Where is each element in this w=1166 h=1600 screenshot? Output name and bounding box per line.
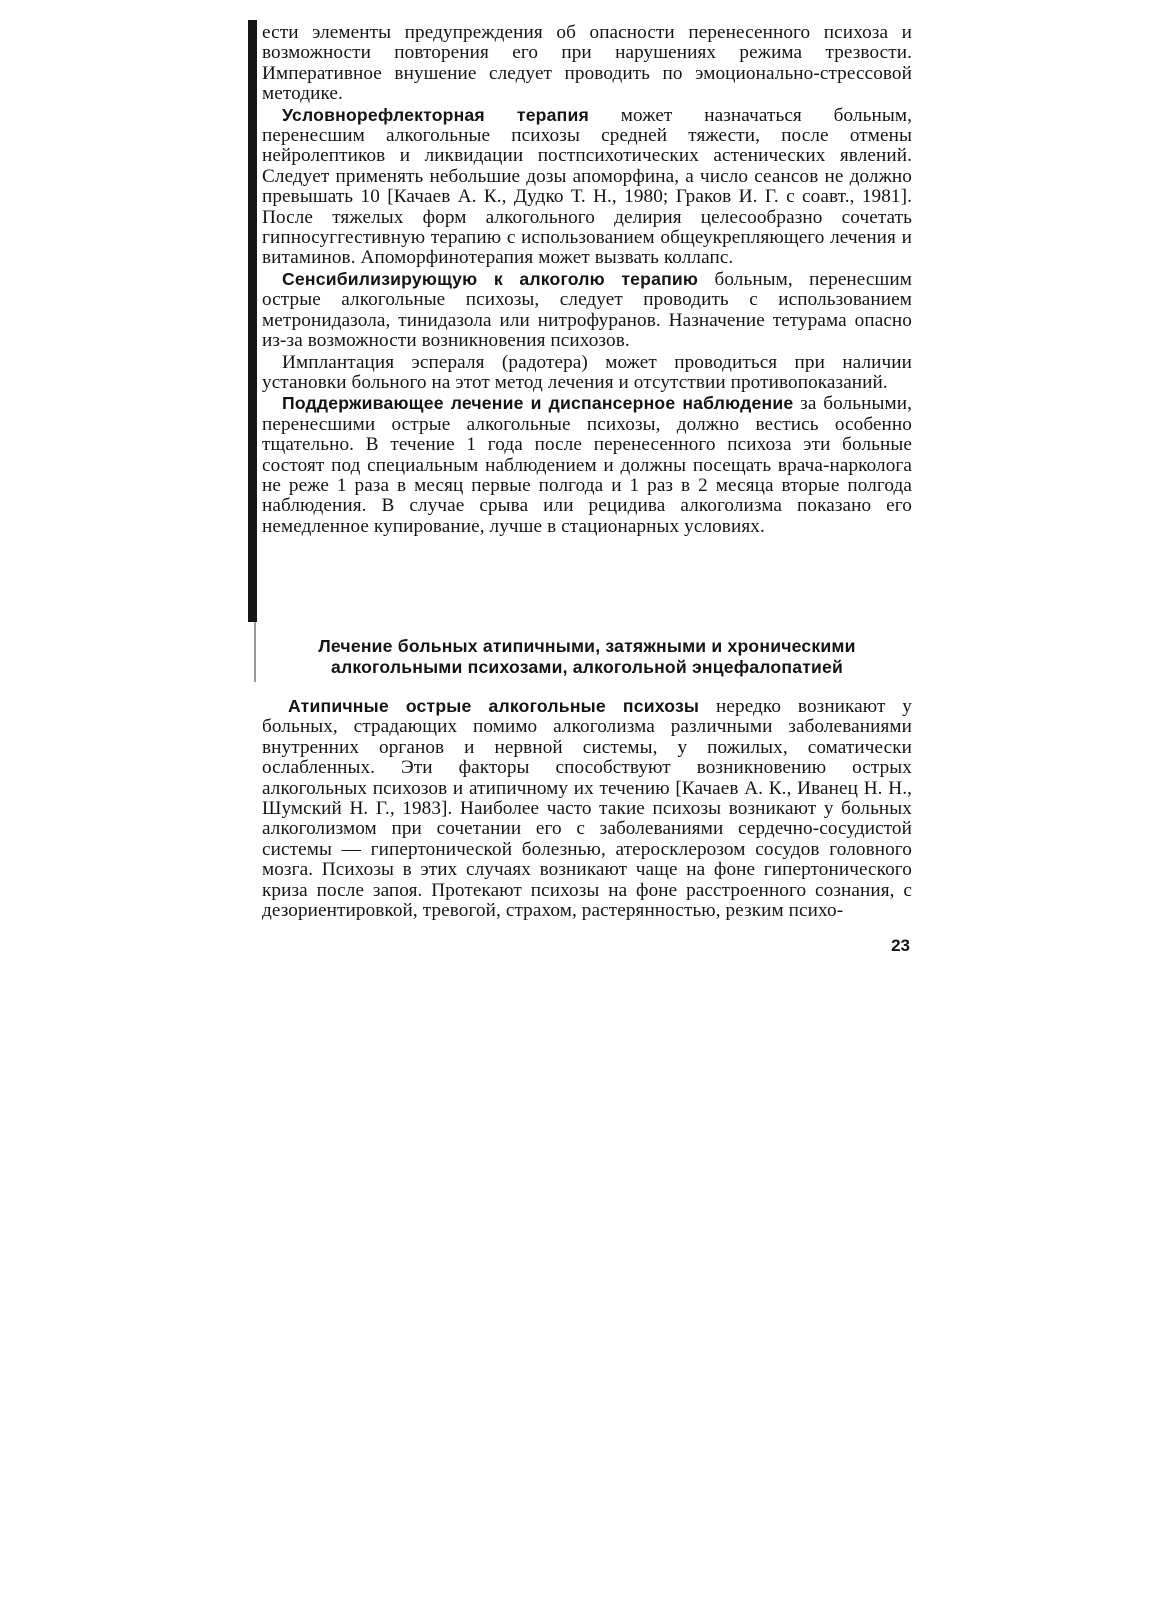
paragraph-5: [262, 393, 912, 537]
section-heading-line-2: алкогольными психозами, алкогольной энцефалопатией: [330, 656, 844, 677]
section-paragraph-lead: Атипичные острые алкогольные психозы: [288, 696, 700, 716]
section-heading: [262, 636, 912, 678]
section-paragraph-text: нередко возникают у больных, страдающих помимо алкоголизма различными заболеваниями внутренних органов и нервной системы, у пожилых, соматически ослабленных. Эти факторы способствуют возникновению острых алкогольных психозов и атипичному их течению [Качаев А. К., Иванец Н. Н., Шумский Н. Г., 1983]. Наиболее часто такие психозы возникают у больных алкоголизмом при сочетании его с заболеваниями сердечно-сосудистой системы — гипертонической болезнью, атеросклерозом сосудов головного мозга. Психозы в этих случаях возникают чаще на фоне гипертонического криза после запоя. Протекают психозы на фоне расстроенного сознания, с дезориентировкой, тревогой, страхом, растерянностью, резким психо-: [262, 696, 913, 922]
paragraph-2: [262, 105, 912, 269]
paragraph-4: [262, 352, 912, 394]
section-heading-line-1: Лечение больных атипичными, затяжными и хроническими: [318, 636, 856, 656]
paragraph-1-text: ести элементы предупреждения об опасности перенесенного психоза и возможности повторения его при нарушениях режима трезвости. Императивное внушение следует проводить по эмоционально-стрессовой методике.: [262, 22, 912, 105]
paragraph-5-lead: Поддерживающее лечение и диспансерное наблюдение: [282, 393, 794, 414]
text-column-lower: [262, 696, 912, 921]
text-column-upper: [262, 22, 912, 537]
paragraph-3-text: больным, перенесшим острые алкогольные психозы, следует проводить с использованием метронидазола, тинидазола или нитрофуранов. Назначение тетурама опасно из-за возможности возникновения психозов.: [262, 268, 912, 352]
paragraph-2-lead: Условнорефлекторная терапия: [282, 104, 589, 125]
page-binding-shadow-faint: [254, 622, 256, 682]
paragraph-1: [262, 22, 912, 105]
paragraph-5-text: за больными, перенесшими острые алкогольные психозы, должно вестись особенно тщательно. В течение 1 года после перенесенного психоза эти больные состоят под специальным наблюдением и должны посещать врача-нарколога не реже 1 раза в месяц первые полгода и 1 раз в 2 месяца вторые полгода наблюдения. В случае срыва или рецидива алкоголизма показано его немедленное купирование, лучше в стационарных условиях.: [262, 393, 912, 537]
paragraph-4-text: Имплантация эспераля (радотера) может проводиться при наличии установки больного на этот метод лечения и отсутствии противопоказаний.: [262, 351, 912, 393]
paragraph-3: [262, 269, 912, 352]
page-number: 23: [891, 936, 910, 955]
paragraph-3-lead: Сенсибилизирующую к алкоголю терапию: [282, 268, 699, 289]
paragraph-2-text: может назначаться больным, перенесшим алкогольные психозы средней тяжести, после отмены нейролептиков и ликвидации постпсихотических астенических явлений. Следует применять небольшие дозы апоморфина, а число сеансов не должно превышать 10 [Качаев А. К., Дудко Т. Н., 1980; Граков И. Г. с соавт., 1981]. После тяжелых форм алкогольного делирия целесообразно сочетать гипносуггестивную терапию с использованием общеукрепляющего лечения и витаминов. Апоморфинотерапия может вызвать коллапс.: [262, 104, 912, 269]
page-binding-shadow: [248, 20, 257, 622]
section-paragraph: [262, 696, 912, 921]
